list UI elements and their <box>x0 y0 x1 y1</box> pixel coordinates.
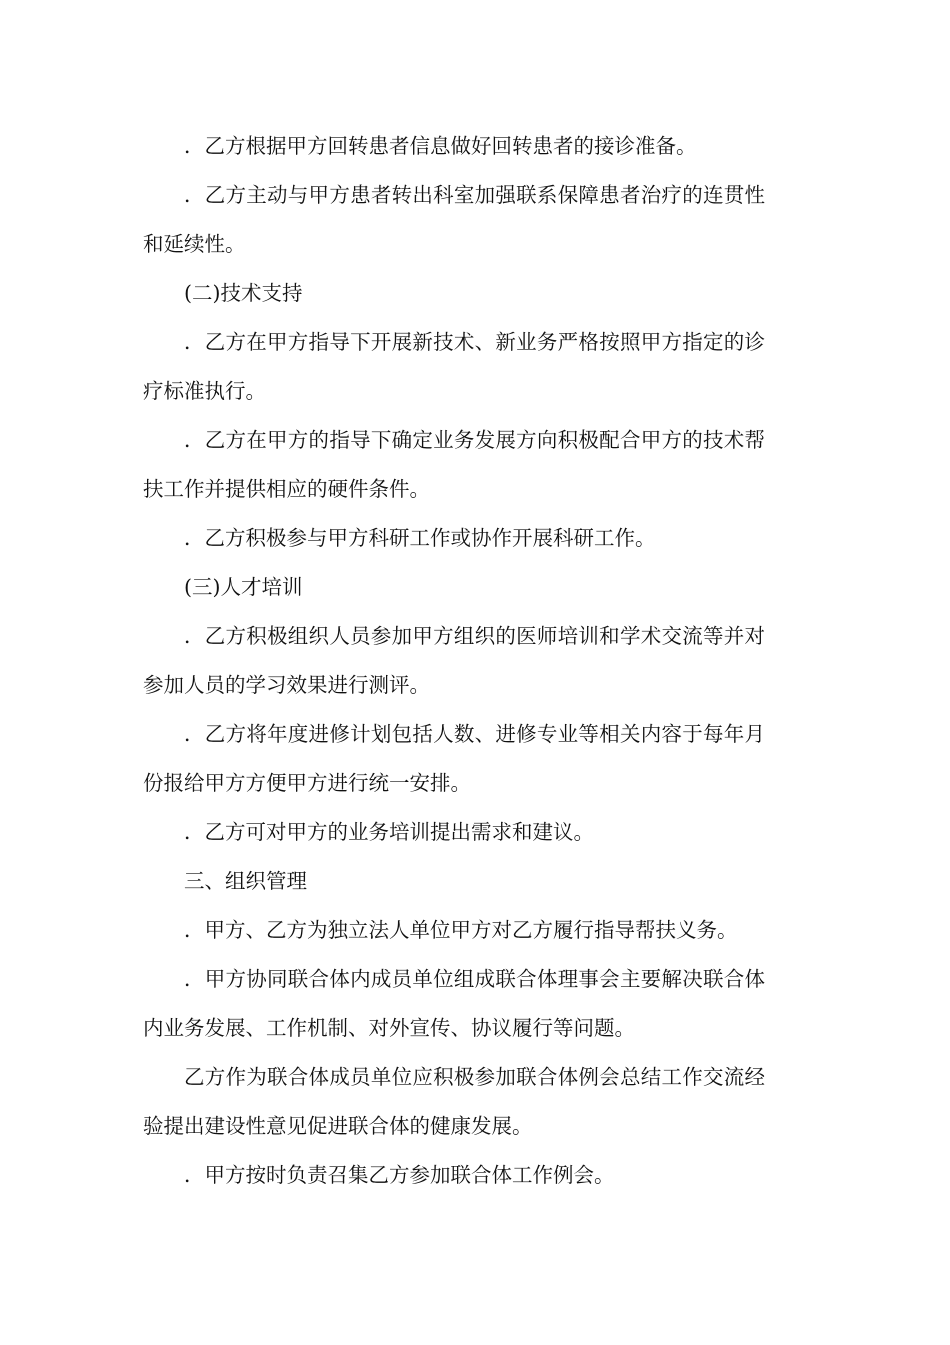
paragraph: ．乙方积极参与甲方科研工作或协作开展科研工作。 <box>184 526 656 550</box>
paragraph: ．乙方在甲方指导下开展新技术、新业务严格按照甲方指定的诊疗标准执行。 <box>143 330 765 403</box>
paragraph: 乙方作为联合体成员单位应积极参加联合体例会总结工作交流经验提出建设性意见促进联合体的健康发展。 <box>143 1065 765 1138</box>
section-heading: (二)技术支持 <box>184 281 303 305</box>
paragraph: ．乙方可对甲方的业务培训提出需求和建议。 <box>184 820 594 844</box>
paragraph: ．甲方按时负责召集乙方参加联合体工作例会。 <box>184 1163 615 1187</box>
paragraph: ．乙方积极组织人员参加甲方组织的医师培训和学术交流等并对参加人员的学习效果进行测评。 <box>143 624 765 697</box>
paragraph: ．甲方、乙方为独立法人单位甲方对乙方履行指导帮扶义务。 <box>184 918 738 942</box>
section-heading: 三、组织管理 <box>184 869 307 893</box>
paragraph: ．乙方根据甲方回转患者信息做好回转患者的接诊准备。 <box>184 134 697 158</box>
document-body <box>143 122 765 1200</box>
paragraph: ．甲方协同联合体内成员单位组成联合体理事会主要解决联合体内业务发展、工作机制、对外宣传、协议履行等问题。 <box>143 967 765 1040</box>
paragraph: ．乙方将年度进修计划包括人数、进修专业等相关内容于每年月份报给甲方方便甲方进行统一安排。 <box>143 722 765 795</box>
section-heading: (三)人才培训 <box>184 575 303 599</box>
paragraph: ．乙方在甲方的指导下确定业务发展方向积极配合甲方的技术帮扶工作并提供相应的硬件条件。 <box>143 428 765 501</box>
paragraph: ．乙方主动与甲方患者转出科室加强联系保障患者治疗的连贯性和延续性。 <box>143 183 765 256</box>
